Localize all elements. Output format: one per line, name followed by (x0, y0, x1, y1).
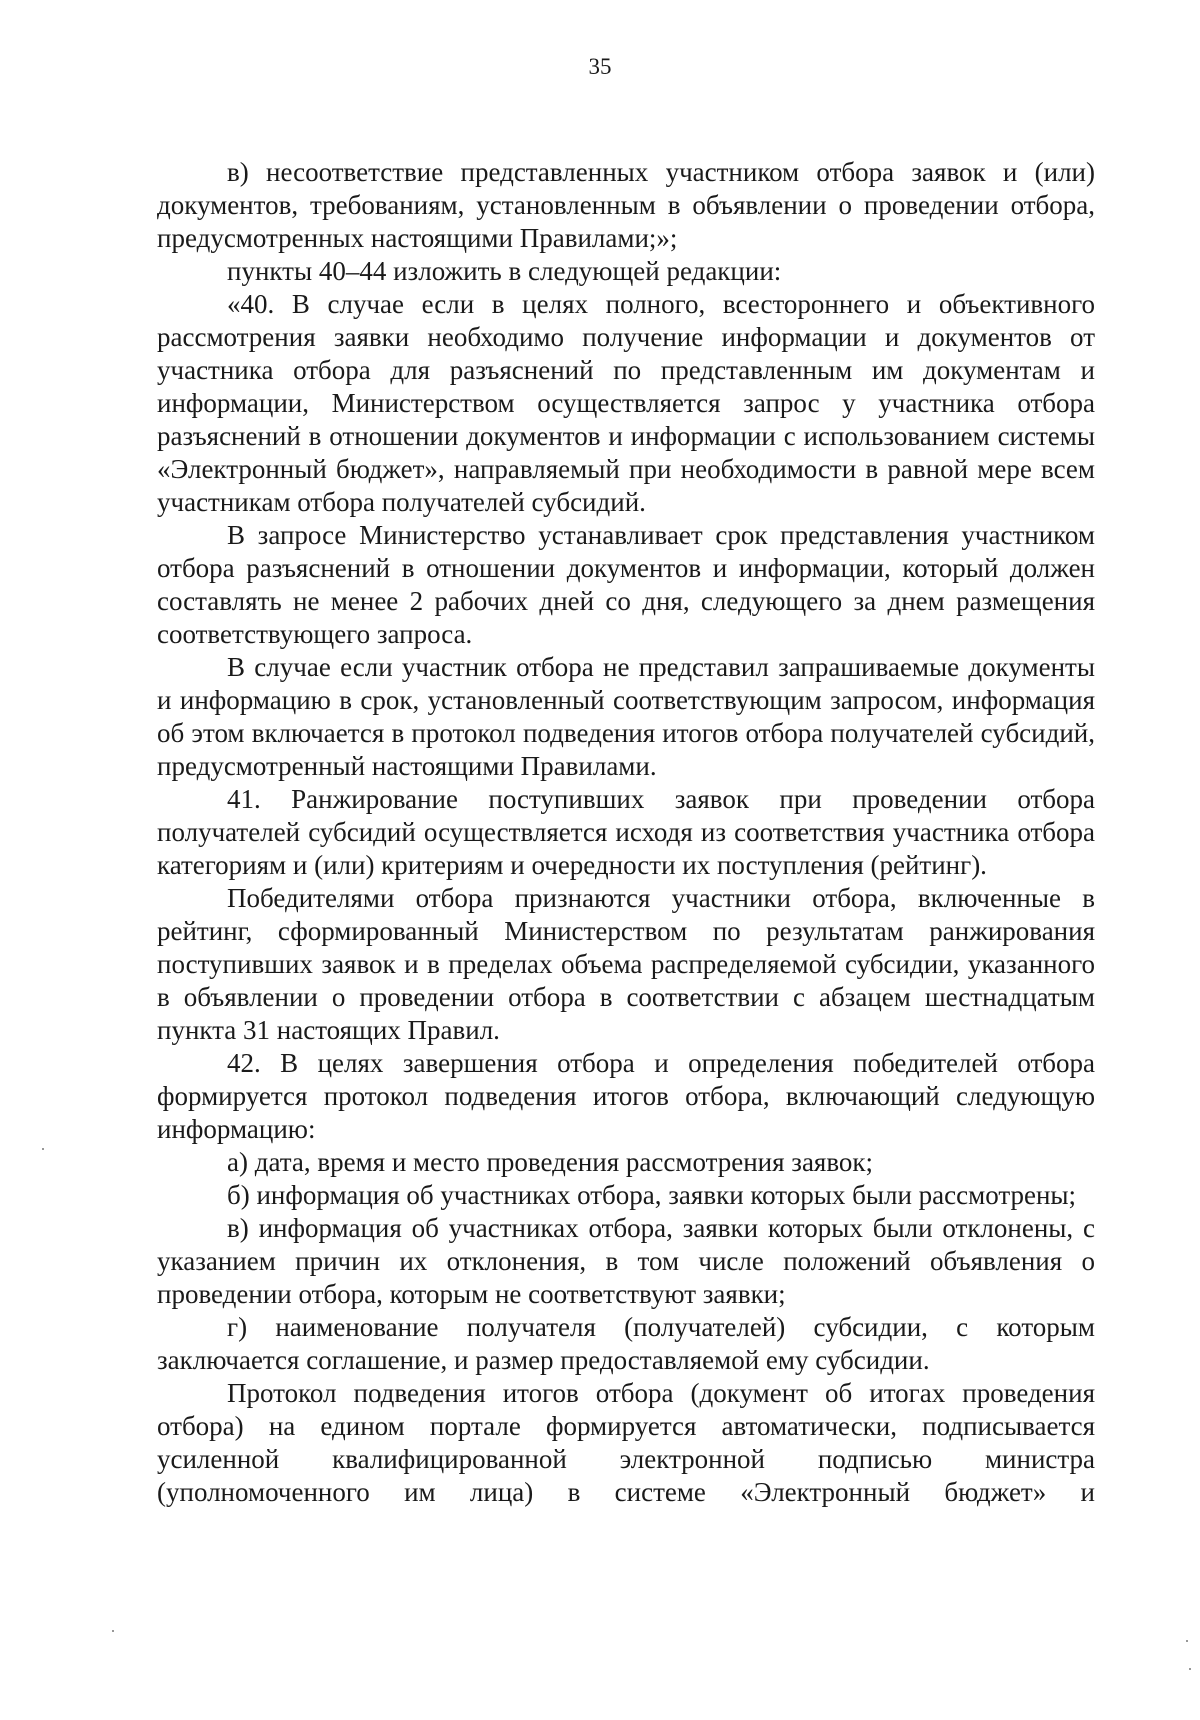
paragraph-request-deadline: В запросе Министерство устанавливает срок представления участником отбора разъяснений в отношении документов и информации, который должен составлять не менее 2 рабочих дней со дня, следующего за днем размещения соответствующего запроса. (157, 520, 1095, 649)
paragraph-protocol-signing: Протокол подведения итогов отбора (документ об итогах проведения отбора) на едином портале формируется автоматически, подписывается усиленной квалифицированной электронной подписью министра (уполномоченного им лица) в системе «Электронный бюджет» и (157, 1378, 1095, 1507)
paragraph-no-response: В случае если участник отбора не представил запрашиваемые документы и информацию в срок, установленный соответствующим запросом, информация об этом включается в протокол подведения итогов отбора получателей субсидий, предусмотренный настоящими Правилами. (157, 652, 1095, 781)
scan-artifact (1189, 1668, 1191, 1670)
paragraph-point-41: 41. Ранжирование поступивших заявок при проведении отбора получателей субсидий осуществляется исходя из соответствия участника отбора категориям и (или) критериям и очередности их поступления (рейтинг). (157, 784, 1095, 880)
paragraph-point-42: 42. В целях завершения отбора и определения победителей отбора формируется протокол подведения итогов отбора, включающий следующую информацию: (157, 1048, 1095, 1144)
scan-artifact (1186, 1640, 1188, 1642)
list-item-a: а) дата, время и место проведения рассмотрения заявок; (227, 1147, 874, 1177)
paragraph-point-40: «40. В случае если в целях полного, всестороннего и объективного рассмотрения заявки необходимо получение информации и документов от участника отбора для разъяснений по представленным им документам и информации, Министерством осуществляется запрос у участника отбора разъяснений в отношении документов и информации с использованием системы «Электронный бюджет», направляемый при необходимости в равной мере всем участникам отбора получателей субсидий. (157, 289, 1095, 517)
paragraph-winners: Победителями отбора признаются участники отбора, включенные в рейтинг, сформированный Министерством по результатам ранжирования поступивших заявок и в пределах объема распределяемой субсидии, указанного в объявлении о проведении отбора в соответствии с абзацем шестнадцатым пункта 31 настоящих Правил. (157, 883, 1095, 1045)
scan-artifact (42, 1148, 44, 1150)
list-item-v: в) информация об участниках отбора, заявки которых были отклонены, с указанием причин их отклонения, в том числе положений объявления о проведении отбора, которым не соответствуют заявки; (157, 1213, 1095, 1309)
scan-artifact (112, 1630, 114, 1632)
list-item-g: г) наименование получателя (получателей) субсидии, с которым заключается соглашение, и размер предоставляемой ему субсидии. (157, 1312, 1095, 1375)
document-body (157, 156, 1095, 1509)
paragraph-amend-points-40-44: пункты 40–44 изложить в следующей редакции: (227, 256, 782, 286)
page-number: 35 (588, 54, 612, 79)
list-item-b: б) информация об участниках отбора, заявки которых были рассмотрены; (227, 1180, 1077, 1210)
paragraph-item-v-nonconformity: в) несоответствие представленных участником отбора заявок и (или) документов, требованиям, установленным в объявлении о проведении отбора, предусмотренных настоящими Правилами;»; (157, 157, 1095, 253)
